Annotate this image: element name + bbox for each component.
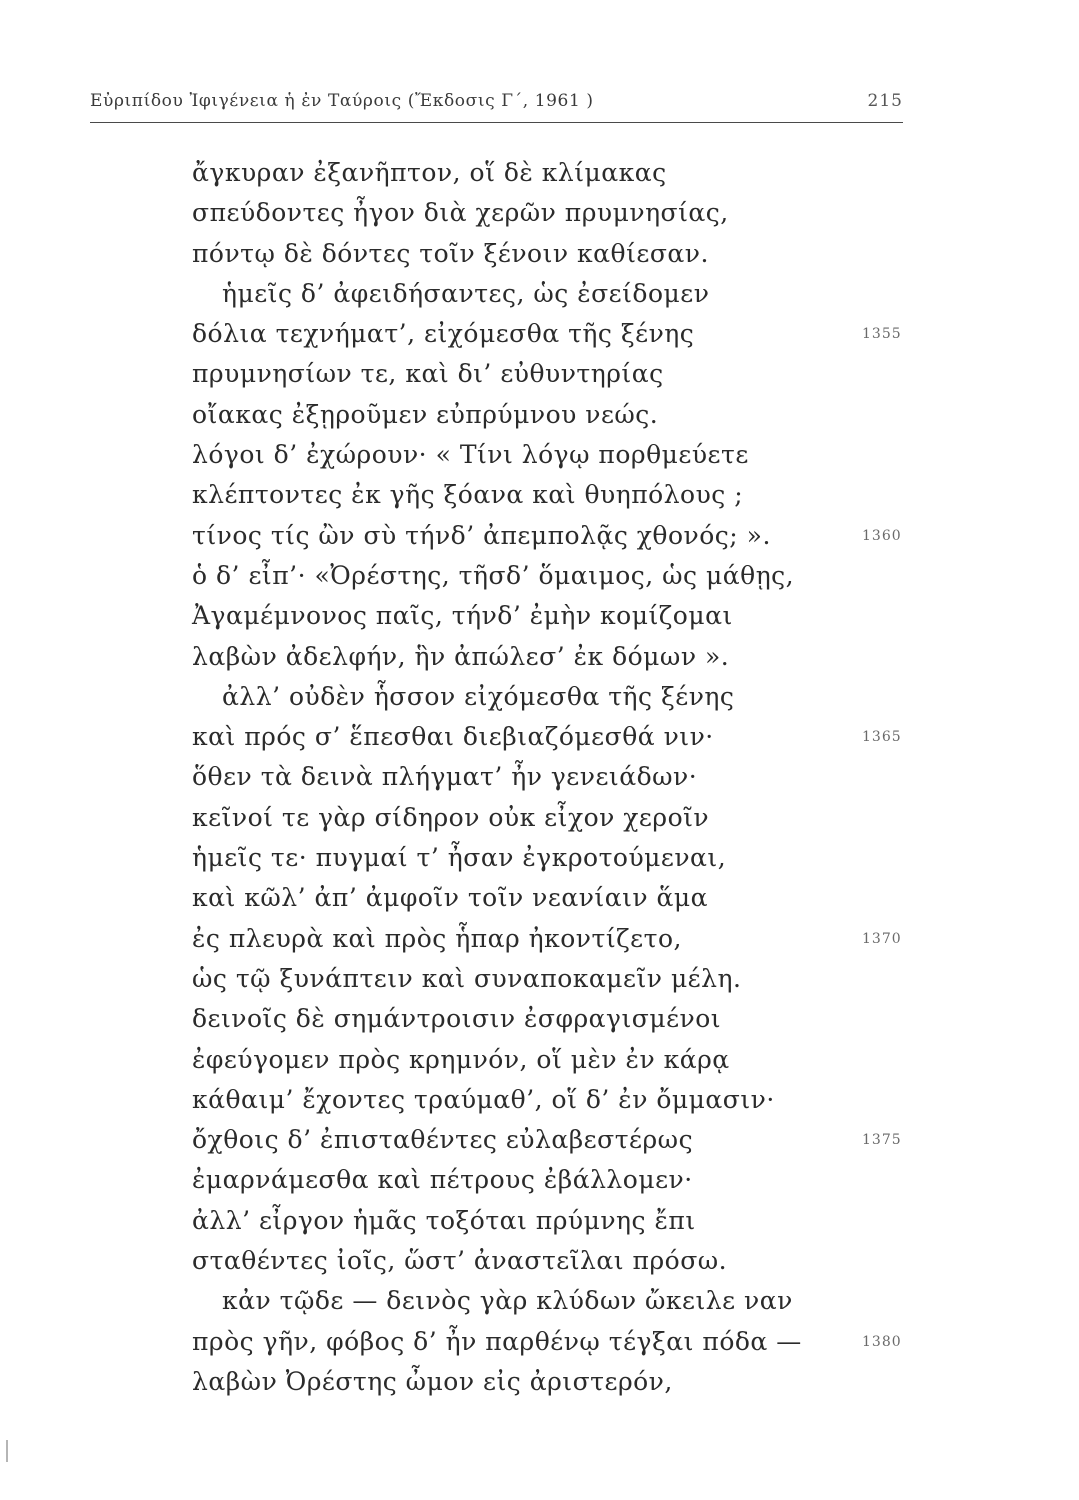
verse-line-number: 1380: [862, 1333, 902, 1350]
verse-line: [192, 1040, 852, 1080]
verse-line-number: 1365: [862, 729, 902, 746]
verse-line: [192, 999, 852, 1039]
verse-text: ἡμεῖς τε· πυγμαί τ’ ἦσαν ἐγκροτούμεναι,: [192, 843, 727, 873]
verse-text: λαβὼν Ὀρέστης ὦμον εἰς ἀριστερόν,: [192, 1366, 673, 1396]
verse-text: ὄχθοις δ’ ἐπισταθέντες εὐλαβεστέρως: [192, 1125, 694, 1155]
verse-text: δεινοῖς δὲ σημάντροισιν ἐσφραγισμένοι: [192, 1004, 722, 1034]
verse-line: [192, 596, 852, 636]
verse-line: [192, 1201, 852, 1241]
page-number: 215: [867, 91, 903, 111]
verse-line-number: 1375: [862, 1132, 902, 1149]
verse-text: ἐς πλευρὰ καὶ πρὸς ἧπαρ ἠκοντίζετο,: [192, 923, 682, 953]
verse-line: [192, 354, 852, 394]
verse-text: κλέπτοντες ἐκ γῆς ξόανα καὶ θυηπόλους ;: [192, 480, 744, 510]
verse-line: [192, 556, 852, 596]
verse-line: [192, 193, 852, 233]
verse-text: ὁ δ’ εἶπ’· «Ὀρέστης, τῆσδ’ ὅμαιμος, ὡς μάθῃς,: [192, 560, 795, 590]
verse-text: δόλια τεχνήματ’, εἰχόμεσθα τῆς ξένης: [192, 319, 695, 349]
verse-text: λαβὼν ἀδελφήν, ἣν ἀπώλεσ’ ἐκ δόμων ».: [192, 641, 730, 671]
verse-line: [192, 838, 852, 878]
verse-line: [192, 1160, 852, 1200]
running-head: [90, 91, 903, 123]
verse-text: ἐφεύγομεν πρὸς κρημνόν, οἵ μὲν ἐν κάρᾳ: [192, 1044, 730, 1074]
verse-line: [192, 475, 852, 515]
verse-line: [192, 435, 852, 475]
verse-line: [192, 1322, 902, 1362]
verse-line: [192, 1120, 902, 1160]
verse-text: ὡς τῷ ξυνάπτειν καὶ συναποκαμεῖν μέλη.: [192, 963, 742, 993]
verse-line-number: 1355: [862, 326, 902, 343]
verse-line: [192, 153, 852, 193]
verse-text: κεῖνοί τε γὰρ σίδηρον οὐκ εἶχον χεροῖν: [192, 802, 710, 832]
scan-edge-mark: [6, 1440, 8, 1462]
verse-line: [192, 1080, 852, 1120]
verse-text: πόντῳ δὲ δόντες τοῖν ξένοιν καθίεσαν.: [192, 238, 709, 268]
verse-text: ἡμεῖς δ’ ἀφειδήσαντες, ὡς ἐσείδομεν: [222, 278, 710, 308]
verse-line: [192, 959, 852, 999]
verse-text: καὶ κῶλ’ ἀπ’ ἀμφοῖν τοῖν νεανίαιν ἅμα: [192, 883, 709, 913]
verse-text: οἴακας ἐξῃροῦμεν εὐπρύμνου νεώς.: [192, 399, 659, 429]
verse-line: [192, 1241, 852, 1281]
verse-text: καὶ πρός σ’ ἕπεσθαι διεβιαζόμεσθά νιν·: [192, 722, 714, 752]
verse-line: [192, 757, 852, 797]
verse-line: [192, 234, 852, 274]
verse-line: [192, 314, 902, 354]
verse-line-number: 1360: [862, 527, 902, 544]
verse-line: [192, 717, 902, 757]
verse-text: πρυμνησίων τε, καὶ δι’ εὐθυντηρίας: [192, 359, 664, 389]
verse-text: ἄγκυραν ἐξανῆπτον, οἵ δὲ κλίμακας: [192, 158, 667, 187]
verse-text: τίνος τίς ὢν σὺ τήνδ’ ἀπεμπολᾷς χθονός; ».: [192, 520, 771, 550]
verse-text: ἀλλ’ εἶργον ἡμᾶς τοξόται πρύμνης ἔπι: [192, 1205, 696, 1235]
verse-line: [192, 516, 902, 556]
verse-line: [192, 274, 852, 314]
verse-line: [192, 677, 852, 717]
verse-block: [192, 153, 902, 1402]
verse-text: ἐμαρνάμεσθα καὶ πέτρους ἐβάλλομεν·: [192, 1165, 693, 1195]
verse-text: λόγοι δ’ ἐχώρουν· « Τίνι λόγῳ πορθμεύετε: [192, 440, 749, 470]
verse-text: ὅθεν τὰ δεινὰ πλήγματ’ ἦν γενειάδων·: [192, 762, 698, 792]
verse-line: [192, 1362, 852, 1402]
verse-line: [192, 878, 852, 918]
verse-text: σπεύδοντες ἦγον διὰ χερῶν πρυμνησίας,: [192, 198, 729, 228]
running-title: Εὐριπίδου Ἰφιγένεια ἡ ἐν Ταύροις (Ἔκδοσις Γ΄, 1961 ): [90, 91, 594, 111]
verse-text: Ἀγαμέμνονος παῖς, τήνδ’ ἐμὴν κομίζομαι: [192, 601, 733, 631]
verse-line: [192, 637, 852, 677]
verse-line: [192, 919, 902, 959]
verse-line: [192, 395, 852, 435]
verse-line: [192, 798, 852, 838]
verse-text: κἀν τῷδε — δεινὸς γὰρ κλύδων ὤκειλε ναν: [222, 1286, 793, 1316]
verse-text: σταθέντες ἰοῖς, ὥστ’ ἀναστεῖλαι πρόσω.: [192, 1246, 728, 1276]
verse-line: [192, 1281, 852, 1321]
verse-line-number: 1370: [862, 930, 902, 947]
verse-text: πρὸς γῆν, φόβος δ’ ἦν παρθένῳ τέγξαι πόδα —: [192, 1326, 802, 1356]
verse-text: ἀλλ’ οὐδὲν ἧσσον εἰχόμεσθα τῆς ξένης: [222, 681, 735, 711]
header-rule: [90, 122, 903, 123]
verse-text: κάθαιμ’ ἔχοντες τραύμαθ’, οἵ δ’ ἐν ὄμμασιν·: [192, 1084, 775, 1114]
